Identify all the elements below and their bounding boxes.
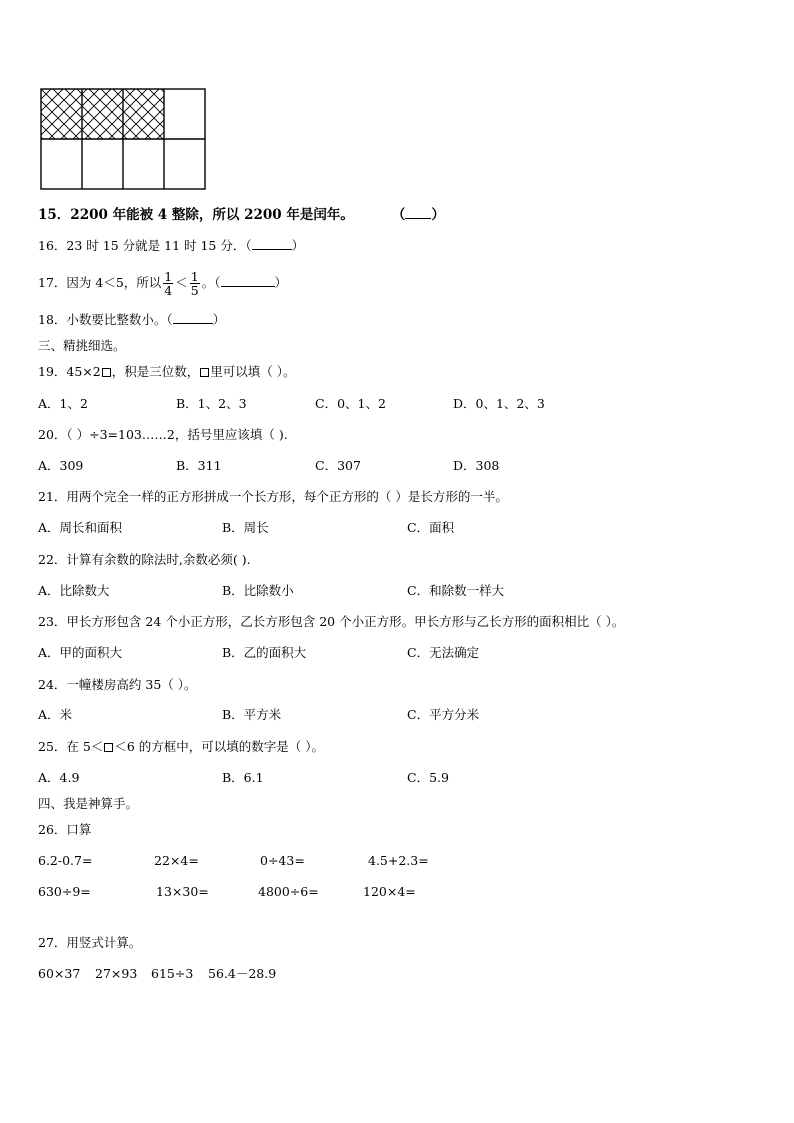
shaded-cell (123, 89, 164, 139)
option-d[interactable]: D．308 (453, 458, 500, 473)
question-18 (38, 312, 225, 328)
question-text: 2200 年能被 4 整除，所以 2200 年是闰年。 (70, 207, 354, 223)
question-text: 口算 (66, 822, 92, 837)
question-text: 里可以填（ ）。 (210, 364, 296, 379)
question-text: 45×2 (66, 364, 101, 379)
answer-blank[interactable] (173, 313, 213, 324)
question-15 (38, 207, 445, 223)
vertical-calc-item: 27×93 (95, 966, 138, 981)
question-16 (38, 238, 304, 254)
question-text: 在 5＜ (66, 739, 104, 754)
question-17 (38, 266, 287, 300)
grid-figure (40, 88, 206, 190)
question-number: 26． (38, 822, 67, 837)
option-a[interactable]: A．1、2 (38, 396, 88, 411)
paren-open: （ (166, 312, 173, 327)
paren-open: （ (391, 207, 406, 223)
question-number: 20． (38, 427, 67, 442)
question-25 (38, 739, 324, 755)
section-4-heading: 四、我是神算手。 (38, 796, 139, 811)
question-text: 用两个完全一样的正方形拼成一个长方形，每个正方形的（ ）是长方形的一半。 (66, 489, 508, 504)
question-number: 18． (38, 312, 67, 327)
option-a[interactable]: A．甲的面积大 (38, 645, 123, 660)
question-number: 25． (38, 739, 67, 754)
box-placeholder-icon (104, 743, 113, 752)
question-number: 17． (38, 275, 67, 290)
shaded-cell (41, 89, 82, 139)
vertical-calc-item: 615÷3 (151, 966, 194, 981)
fraction-denominator: 4 (164, 283, 173, 298)
question-number: 21． (38, 489, 67, 504)
mental-math-item: 630÷9= (38, 884, 91, 899)
question-21 (38, 489, 508, 505)
answer-blank[interactable] (405, 208, 431, 219)
question-number: 22． (38, 552, 67, 567)
option-a[interactable]: A．米 (38, 707, 73, 722)
question-number: 16． (38, 238, 67, 253)
box-placeholder-icon (200, 368, 209, 377)
question-24 (38, 677, 197, 693)
question-26 (38, 822, 91, 838)
option-b[interactable]: B．乙的面积大 (222, 645, 307, 660)
question-27 (38, 935, 141, 951)
fraction-one-fifth (190, 270, 200, 297)
option-a[interactable]: A．比除数大 (38, 583, 110, 598)
mental-math-item: 22×4= (154, 853, 199, 868)
paren-close: ） (291, 238, 305, 253)
option-c[interactable]: C．和除数一样大 (407, 583, 505, 598)
option-b[interactable]: B．311 (176, 458, 222, 473)
fraction-denominator: 5 (190, 283, 199, 298)
question-text: 甲长方形包含 24 个小正方形，乙长方形包含 20 个小正方形。甲长方形与乙长方形的面积相比（ ）。 (66, 614, 625, 629)
question-text: 23 时 15 分就是 11 时 15 分． (66, 238, 246, 253)
option-c[interactable]: C．307 (315, 458, 361, 473)
mental-math-item: 120×4= (363, 884, 416, 899)
option-b[interactable]: B．平方米 (222, 707, 282, 722)
question-text: 计算有余数的除法时,余数必须( ). (66, 552, 251, 567)
vertical-calc-item: 56.4－28.9 (208, 966, 277, 981)
option-b[interactable]: B．周长 (222, 520, 269, 535)
paren-open: （ (245, 238, 252, 253)
mental-math-item: 4800÷6= (258, 884, 319, 899)
option-a[interactable]: A．4.9 (38, 770, 80, 785)
option-b[interactable]: B．6.1 (222, 770, 264, 785)
option-b[interactable]: B．1、2、3 (176, 396, 247, 411)
question-19 (38, 364, 296, 380)
period: 。 (201, 275, 215, 290)
less-than-sign: ＜ (175, 275, 188, 290)
question-text: （ ）÷3=103……2，括号里应该填（ ). (66, 427, 288, 442)
question-number: 15． (38, 207, 71, 223)
mental-math-item: 13×30= (156, 884, 209, 899)
option-a[interactable]: A．309 (38, 458, 84, 473)
mental-math-item: 4.5+2.3= (368, 853, 429, 868)
question-number: 27． (38, 935, 67, 950)
question-text: 因为 4＜5，所以 (66, 275, 162, 290)
question-text: 一幢楼房高约 35（ ）。 (66, 677, 197, 692)
paren-open: （ (214, 275, 221, 290)
question-text: 用竖式计算。 (66, 935, 142, 950)
paren-close: ） (431, 207, 445, 223)
question-text: ＜6 的方框中，可以填的数字是（ ）。 (114, 739, 324, 754)
fraction-numerator: 1 (190, 269, 199, 284)
option-d[interactable]: D．0、1、2、3 (453, 396, 545, 411)
question-number: 23． (38, 614, 67, 629)
box-placeholder-icon (102, 368, 111, 377)
answer-blank[interactable] (221, 276, 275, 287)
option-c[interactable]: C．0、1、2 (315, 396, 386, 411)
shaded-cell (82, 89, 123, 139)
mental-math-item: 0÷43= (260, 853, 305, 868)
option-a[interactable]: A．周长和面积 (38, 520, 123, 535)
mental-math-item: 6.2-0.7= (38, 853, 93, 868)
question-number: 24． (38, 677, 67, 692)
option-c[interactable]: C．面积 (407, 520, 455, 535)
question-23 (38, 614, 624, 630)
question-number: 19． (38, 364, 67, 379)
option-c[interactable]: C．5.9 (407, 770, 449, 785)
answer-blank[interactable] (252, 239, 292, 250)
question-text: ，积是三位数， (111, 364, 200, 379)
fraction-one-quarter (163, 270, 173, 297)
paren-close: ） (274, 275, 288, 290)
option-c[interactable]: C．平方分米 (407, 707, 480, 722)
option-b[interactable]: B．比除数小 (222, 583, 294, 598)
question-text: 小数要比整数小。 (66, 312, 167, 327)
question-22 (38, 552, 251, 568)
paren-close: ） (212, 312, 226, 327)
option-c[interactable]: C．无法确定 (407, 645, 480, 660)
question-20 (38, 427, 288, 443)
section-3-heading: 三、精挑细选。 (38, 338, 126, 353)
fraction-numerator: 1 (164, 269, 173, 284)
vertical-calc-item: 60×37 (38, 966, 81, 981)
